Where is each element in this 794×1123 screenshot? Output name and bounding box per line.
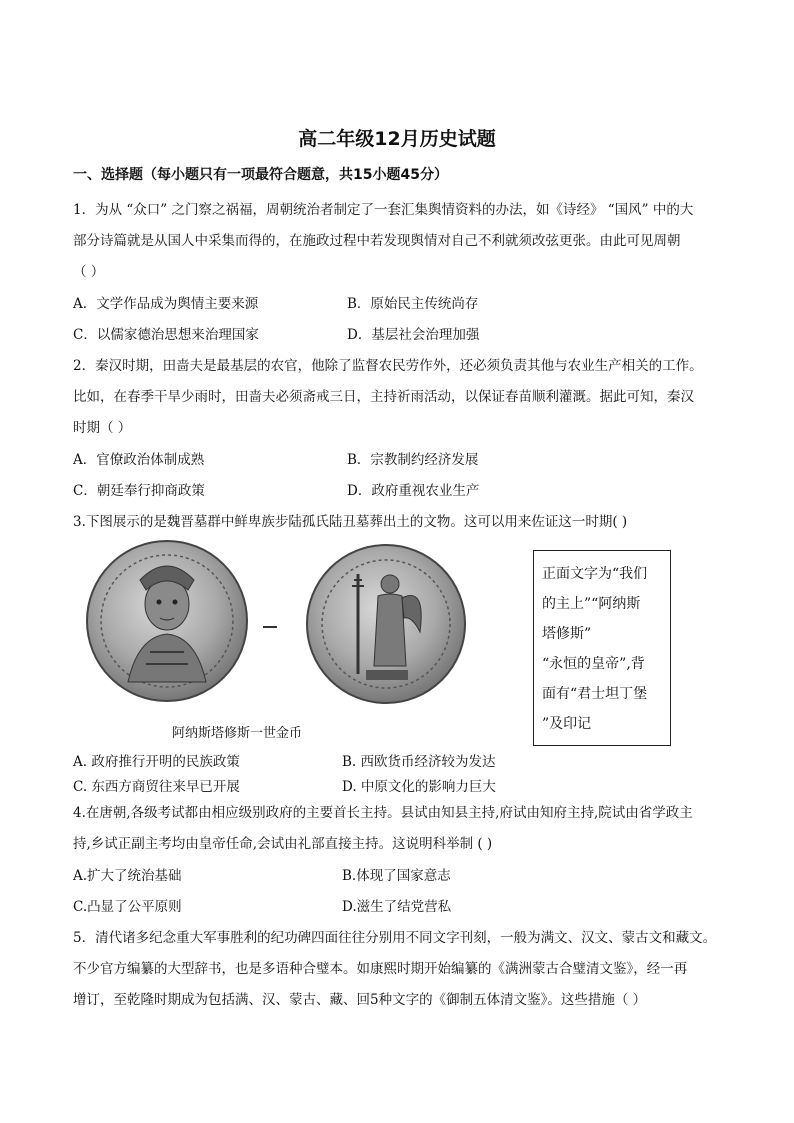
coin-obverse-image xyxy=(86,540,248,702)
question-3-line-1: 3.下图展示的是魏晋墓群中鲜卑族步陆孤氏陆丑墓葬出土的文物。这可以用来佐证这一时期( ) xyxy=(73,514,628,530)
coin-caption: 阿纳斯塔修斯一世金币 xyxy=(172,726,303,741)
question-2-line-3: 时期（ ） xyxy=(73,420,132,436)
question-2-line-2: 比如，在春季干旱少雨时，田啬夫必须斋戒三日，主持祈雨活动，以保证春苗顺利灌溉。据此可知，秦汉 xyxy=(73,389,694,405)
question-1-line-1: 1．为从 “众口” 之门察之祸福，周朝统治者制定了一套汇集舆情资料的办法，如《诗经》 “国风” 中的大 xyxy=(73,202,694,218)
question-1-option-d: D．基层社会治理加强 xyxy=(347,327,480,343)
section-heading: 一、选择题（每小题只有一项最符合题意，共15小题45分） xyxy=(73,167,448,183)
separator-dash xyxy=(263,626,277,628)
note-line: “永恒的皇帝”,背 xyxy=(542,656,645,672)
question-1-line-2: 部分诗篇就是从国人中采集而得的，在施政过程中若发现舆情对自己不利就须改弦更张。由此可见周朝 xyxy=(73,233,681,249)
question-2-option-c: C．朝廷奉行抑商政策 xyxy=(73,483,205,499)
question-2-option-d: D．政府重视农业生产 xyxy=(347,483,480,499)
note-line: 正面文字为“我们 xyxy=(542,566,648,582)
question-3-option-c: C. 东西方商贸往来早已开展 xyxy=(73,779,240,795)
question-4-line-2: 持,乡试正副主考均由皇帝任命,会试由礼部直接主持。这说明科举制 ( ) xyxy=(73,836,493,852)
question-5-line-3: 增订，至乾隆时期成为包括满、汉、蒙古、藏、回5种文字的《御制五体清文鉴》。这些措施（ ） xyxy=(73,992,647,1008)
coin-photograph xyxy=(80,540,480,710)
question-5-line-1: 5．清代诸多纪念重大军事胜利的纪功碑四面往往分别用不同文字刊刻，一般为满文、汉文、蒙古文和藏文。 xyxy=(73,930,717,946)
question-4-option-a: A.扩大了统治基础 xyxy=(73,868,182,884)
question-2-line-1: 2．秦汉时期，田啬夫是最基层的农官，他除了监督农民劳作外，还必须负责其他与农业生产相关的工作。 xyxy=(73,358,703,374)
question-3-option-b: B. 西欧货币经济较为发达 xyxy=(342,754,496,770)
question-2-option-a: A．官僚政治体制成熟 xyxy=(73,452,205,468)
question-5-line-2: 不少官方编纂的大型辞书，也是多语种合璧本。如康熙时期开始编纂的《满洲蒙古合璧清文鉴》，经一再 xyxy=(73,961,688,977)
coin-reverse-image xyxy=(306,544,466,704)
page-title: 高二年级12月历史试题 xyxy=(298,128,496,150)
question-1-option-a: A．文学作品成为舆情主要来源 xyxy=(73,296,259,312)
note-line: 面有“君士坦丁堡 xyxy=(542,686,648,702)
note-line: ”及印记 xyxy=(542,716,592,732)
question-4-option-d: D.滋生了结党营私 xyxy=(342,899,452,915)
note-line: 塔修斯” xyxy=(542,626,592,642)
coin-inscription-note xyxy=(533,550,671,746)
question-1-option-c: C．以儒家德治思想来治理国家 xyxy=(73,327,259,343)
question-4-option-b: B.体现了国家意志 xyxy=(342,868,451,884)
question-2-option-b: B．宗教制约经济发展 xyxy=(347,452,479,468)
question-4-option-c: C.凸显了公平原则 xyxy=(73,899,182,915)
question-1-option-b: B．原始民主传统尚存 xyxy=(347,296,479,312)
question-3-option-d: D. 中原文化的影响力巨大 xyxy=(342,779,496,795)
note-line: 的主上”“阿纳斯 xyxy=(542,596,641,612)
question-3-option-a: A. 政府推行开明的民族政策 xyxy=(73,754,240,770)
question-4-line-1: 4.在唐朝,各级考试都由相应级别政府的主要首长主持。县试由知县主持,府试由知府主持,院试由省学政主 xyxy=(73,805,693,821)
question-1-line-3: （ ） xyxy=(73,264,105,280)
